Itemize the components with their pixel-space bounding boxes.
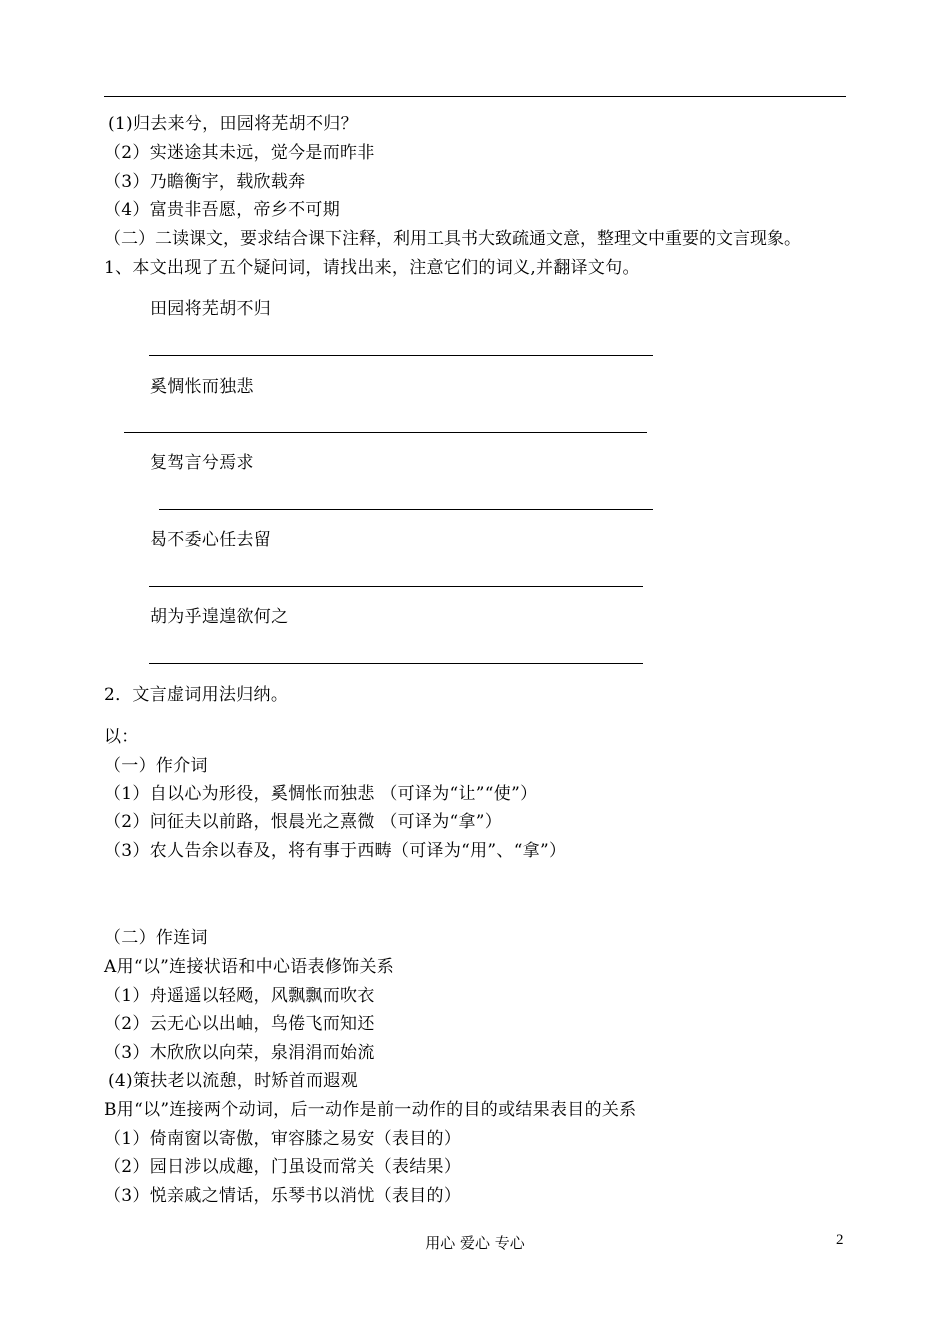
section-heading-reading: （二）二读课文，要求结合课下注释，利用工具书大致疏通文意，整理文中重要的文言现象。 (104, 229, 801, 249)
preposition-example-2: （2）问征夫以前路，恨晨光之熹微 （可译为“拿”） (104, 812, 503, 832)
preposition-example-3: （3）农人告余以春及，将有事于西畴（可译为“用”、“拿”） (104, 841, 567, 861)
question-sentence-4: 曷不委心任去留 (150, 530, 272, 550)
conjunction-a-example-4: (4)策扶老以流憩，时矫首而遐观 (108, 1071, 358, 1091)
verse-line-2: （2）实迷途其未远，觉今是而昨非 (104, 143, 375, 163)
answer-line-3[interactable] (159, 509, 653, 510)
question-sentence-2: 奚惆怅而独悲 (150, 377, 254, 397)
answer-line-4[interactable] (149, 586, 643, 587)
conjunction-a-example-1: （1）舟遥遥以轻飏，风飘飘而吹衣 (104, 986, 375, 1006)
conjunction-b-example-1: （1）倚南窗以寄傲，审容膝之易安（表目的） (104, 1129, 462, 1149)
question-sentence-3: 复驾言兮焉求 (150, 453, 254, 473)
question-sentence-1: 田园将芜胡不归 (150, 299, 272, 319)
answer-line-1[interactable] (149, 355, 653, 356)
conjunction-type-a: A用“以”连接状语和中心语表修饰关系 (104, 957, 395, 977)
verse-line-4: （4）富贵非吾愿，帝乡不可期 (104, 200, 341, 220)
page-number: 2 (836, 1232, 844, 1248)
verse-line-1: (1)归去来兮，田园将芜胡不归？ (108, 114, 358, 134)
usage-conjunction-title: （二）作连词 (104, 928, 208, 948)
answer-line-2[interactable] (124, 432, 647, 433)
header-rule (104, 96, 846, 97)
function-words-heading: 2．文言虚词用法归纳。 (104, 685, 289, 705)
conjunction-b-example-3: （3）悦亲戚之情话，乐琴书以消忧（表目的） (104, 1186, 462, 1206)
question-sentence-5: 胡为乎遑遑欲何之 (150, 607, 289, 627)
answer-line-5[interactable] (149, 663, 643, 664)
usage-preposition-title: （一）作介词 (104, 756, 208, 776)
conjunction-type-b: B用“以”连接两个动词，后一动作是前一动作的目的或结果表目的关系 (104, 1100, 637, 1120)
conjunction-a-example-3: （3）木欣欣以向荣，泉涓涓而始流 (104, 1043, 375, 1063)
verse-line-3: （3）乃瞻衡宇，载欣载奔 (104, 172, 306, 192)
conjunction-b-example-2: （2）园日涉以成趣，门虽设而常关（表结果） (104, 1157, 462, 1177)
page-footer: 用心 爱心 专心 (425, 1234, 525, 1252)
preposition-example-1: （1）自以心为形役，奚惆怅而独悲 （可译为“让”“使”） (104, 784, 538, 804)
task-question-words: 1、本文出现了五个疑问词，请找出来，注意它们的词义,并翻译文句。 (104, 258, 640, 278)
function-word-yi: 以： (104, 727, 139, 747)
conjunction-a-example-2: （2）云无心以出岫，鸟倦飞而知还 (104, 1014, 375, 1034)
